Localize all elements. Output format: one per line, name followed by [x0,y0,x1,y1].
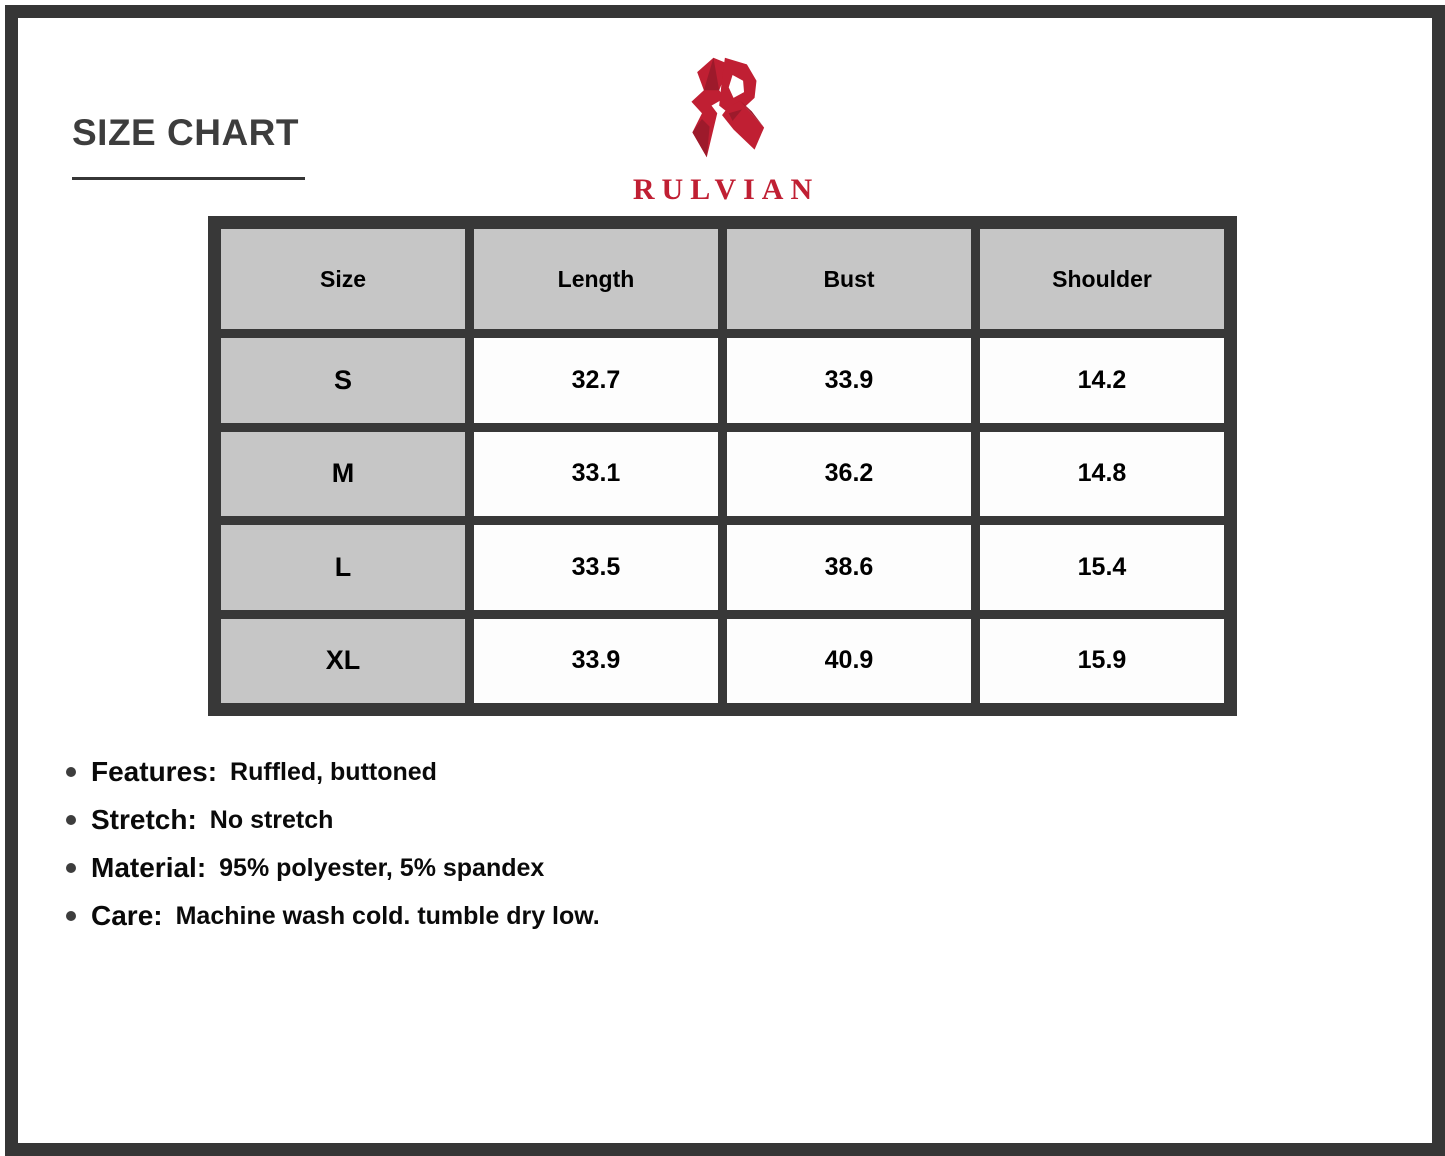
brand-wordmark: RULVIAN [632,173,820,206]
detail-value: Ruffled, buttoned [230,757,437,786]
bullet-icon [66,911,76,921]
cell-size: S [221,338,465,423]
table-row [221,619,1224,704]
detail-value: No stretch [209,805,334,834]
cell-shoulder: 15.4 [980,525,1224,610]
cell-size: L [221,525,465,610]
product-details-list [66,748,600,940]
list-item-care [66,892,600,940]
bullet-icon [66,815,76,825]
cell-size: M [221,432,465,517]
cell-bust: 36.2 [727,432,971,517]
table-row [221,432,1224,517]
header-shoulder: Shoulder [980,229,1224,329]
detail-label: Features: [91,756,218,787]
cell-size: XL [221,619,465,704]
list-item-features [66,748,600,796]
cell-length: 33.9 [474,619,718,704]
cell-length: 33.1 [474,432,718,517]
table-row [221,525,1224,610]
list-item-material [66,844,600,892]
header-row [221,229,1224,329]
cell-bust: 38.6 [727,525,971,610]
page-title: SIZE CHART [72,112,299,153]
list-item-stretch [66,796,600,844]
cell-shoulder: 14.8 [980,432,1224,517]
header-bust: Bust [727,229,971,329]
cell-bust: 40.9 [727,619,971,704]
header-length: Length [474,229,718,329]
brand-logo-block [0,52,1445,207]
cell-shoulder: 14.2 [980,338,1224,423]
header-size: Size [221,229,465,329]
cell-length: 32.7 [474,338,718,423]
detail-label: Care: [91,900,163,931]
cell-shoulder: 15.9 [980,619,1224,704]
detail-label: Stretch: [91,804,197,835]
bullet-icon [66,863,76,873]
detail-label: Material: [91,852,207,883]
brand-logo-icon [673,52,773,162]
bullet-icon [66,767,76,777]
cell-length: 33.5 [474,525,718,610]
table-row [221,338,1224,423]
detail-value: Machine wash cold. tumble dry low. [175,901,600,930]
detail-value: 95% polyester, 5% spandex [219,853,545,882]
cell-bust: 33.9 [727,338,971,423]
size-chart-table-wrap [208,216,1237,716]
size-chart-table [212,220,1233,712]
